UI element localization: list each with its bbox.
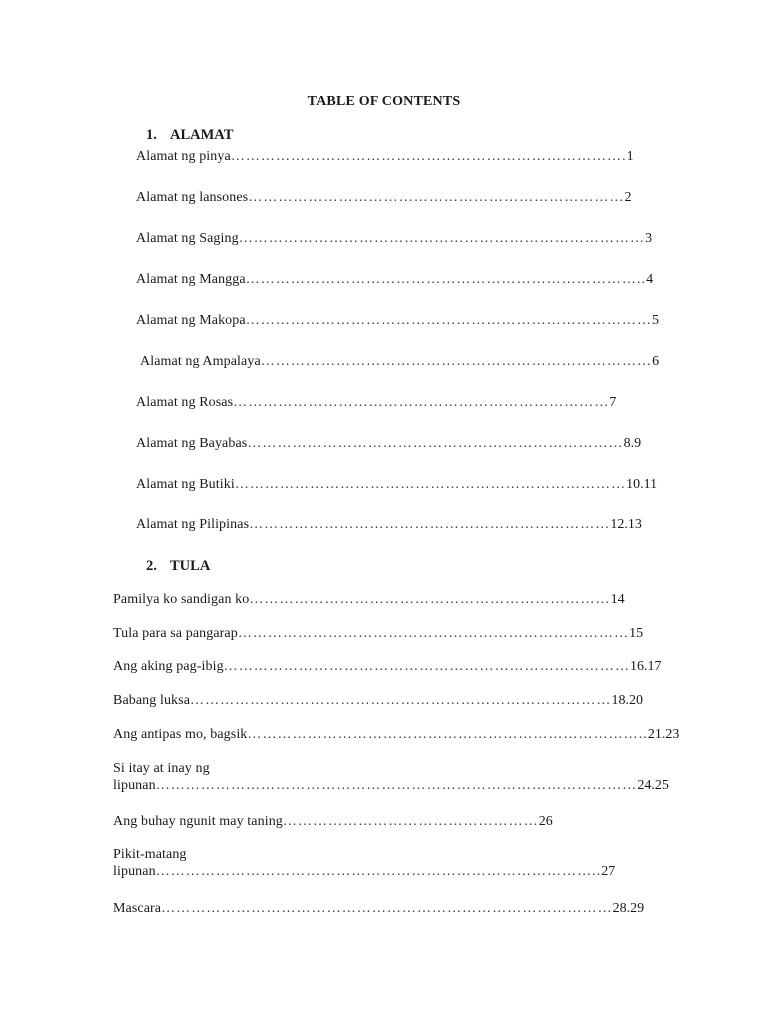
entry-page-number: 24.25 bbox=[637, 778, 669, 793]
entry-page-number: 14 bbox=[610, 592, 625, 607]
dot-leader: …………………………………………………………………… bbox=[237, 626, 630, 641]
entry-title: Alamat ng pinya bbox=[136, 149, 231, 164]
dot-leader: ……………………………………………………………………. bbox=[230, 149, 627, 164]
entry-page-number: 21.23 bbox=[647, 727, 680, 742]
entry-title: Alamat ng Rosas bbox=[136, 395, 234, 410]
entry-title: Pikit-matang bbox=[113, 847, 187, 862]
entry-page-number: 5 bbox=[652, 313, 660, 328]
entry-title: Ang antipas mo, bagsik bbox=[113, 727, 248, 742]
section-number: 2. bbox=[146, 558, 157, 574]
dot-leader: ………………………………………………………………………… bbox=[190, 693, 612, 708]
entry-page-number: 3 bbox=[645, 231, 653, 246]
entry-page-number: 6 bbox=[652, 354, 660, 369]
entry-title: Mascara bbox=[113, 901, 162, 916]
toc-entry[interactable] bbox=[113, 846, 615, 880]
entry-page-number: 8.9 bbox=[623, 436, 642, 451]
toc-entry[interactable] bbox=[136, 312, 659, 329]
dot-leader: ……………………………………………………………………………… bbox=[161, 901, 613, 916]
entry-page-number: 1 bbox=[626, 149, 634, 164]
entry-page-number: 4 bbox=[646, 272, 654, 287]
toc-entry[interactable] bbox=[136, 271, 653, 288]
entry-title: Alamat ng Pilipinas bbox=[136, 517, 250, 532]
entry-title: Ang buhay ngunit may taning bbox=[113, 814, 283, 829]
dot-leader: …………………………………………………………………….. bbox=[245, 272, 647, 287]
toc-entry[interactable] bbox=[113, 726, 679, 743]
dot-leader: ……………………………………………………………… bbox=[249, 517, 611, 532]
entry-page-number: 12.13 bbox=[610, 517, 642, 532]
dot-leader: ………………………………………………………………… bbox=[247, 436, 624, 451]
dot-leader: …………………………………………………………………………………… bbox=[155, 778, 638, 793]
entry-title: Pamilya ko sandigan ko bbox=[113, 592, 250, 607]
entry-page-number: 26 bbox=[538, 814, 553, 829]
entry-title: Ang aking pag-ibig bbox=[113, 659, 224, 674]
entry-page-number: 7 bbox=[609, 395, 617, 410]
dot-leader: ……………………………………………………………… bbox=[249, 592, 611, 607]
toc-entry[interactable] bbox=[113, 813, 553, 830]
section-title: ALAMAT bbox=[170, 127, 234, 143]
section-title: TULA bbox=[170, 558, 211, 574]
entry-page-number: 15 bbox=[629, 626, 644, 641]
entry-title-continued: lipunan bbox=[113, 864, 156, 879]
dot-leader: ………………………………………………………………… bbox=[248, 190, 625, 205]
toc-entry[interactable] bbox=[140, 353, 659, 370]
entry-title: Tula para sa pangarap bbox=[113, 626, 238, 641]
dot-leader: …………………………………………………………………… bbox=[260, 354, 653, 369]
entry-title: Alamat ng Butiki bbox=[136, 477, 235, 492]
dot-leader: …………………………………………………………………… bbox=[234, 477, 627, 492]
entry-title: Alamat ng Mangga bbox=[136, 272, 246, 287]
toc-entry[interactable] bbox=[113, 760, 669, 794]
dot-leader: …………………………………………………………………………….. bbox=[155, 864, 602, 879]
section-heading-alamat bbox=[146, 127, 233, 144]
toc-entry[interactable] bbox=[113, 591, 625, 608]
section-heading-tula bbox=[146, 558, 210, 575]
entry-page-number: 10.11 bbox=[626, 477, 658, 492]
toc-entry[interactable] bbox=[136, 516, 642, 533]
toc-entry[interactable] bbox=[113, 692, 643, 709]
toc-entry[interactable] bbox=[136, 148, 634, 165]
entry-page-number: 27 bbox=[601, 864, 616, 879]
toc-entry[interactable] bbox=[113, 900, 644, 917]
dot-leader: ……………………………………………………………………… bbox=[238, 231, 646, 246]
entry-title: Alamat ng Saging bbox=[136, 231, 239, 246]
dot-leader: …………………………………………………………………….. bbox=[247, 727, 648, 742]
entry-title: Alamat ng Bayabas bbox=[136, 436, 248, 451]
dot-leader: …………………………………………… bbox=[282, 814, 539, 829]
entry-title: Alamat ng Ampalaya bbox=[140, 354, 261, 369]
dot-leader: ……………………………………………………………………… bbox=[245, 313, 653, 328]
entry-page-number: 28.29 bbox=[612, 901, 645, 916]
toc-entry[interactable] bbox=[136, 230, 652, 247]
entry-title: Alamat ng Makopa bbox=[136, 313, 246, 328]
entry-title: Babang luksa bbox=[113, 693, 191, 708]
toc-entry[interactable] bbox=[136, 189, 631, 206]
dot-leader: ……………………………………………………………………… bbox=[223, 659, 631, 674]
entry-page-number: 16.17 bbox=[630, 659, 662, 674]
toc-entry[interactable] bbox=[113, 625, 643, 642]
entry-title-continued: lipunan bbox=[113, 778, 156, 793]
entry-page-number: 18.20 bbox=[611, 693, 643, 708]
toc-entry[interactable] bbox=[136, 394, 616, 411]
entry-page-number: 2 bbox=[624, 190, 632, 205]
page-title: TABLE OF CONTENTS bbox=[307, 94, 461, 109]
toc-entry[interactable] bbox=[113, 658, 662, 675]
entry-title: Si itay at inay ng bbox=[113, 761, 210, 776]
entry-title: Alamat ng lansones bbox=[136, 190, 249, 205]
toc-entry[interactable] bbox=[136, 476, 657, 493]
toc-entry[interactable] bbox=[136, 435, 641, 452]
dot-leader: ………………………………………………………………… bbox=[233, 395, 610, 410]
section-number: 1. bbox=[146, 127, 157, 143]
